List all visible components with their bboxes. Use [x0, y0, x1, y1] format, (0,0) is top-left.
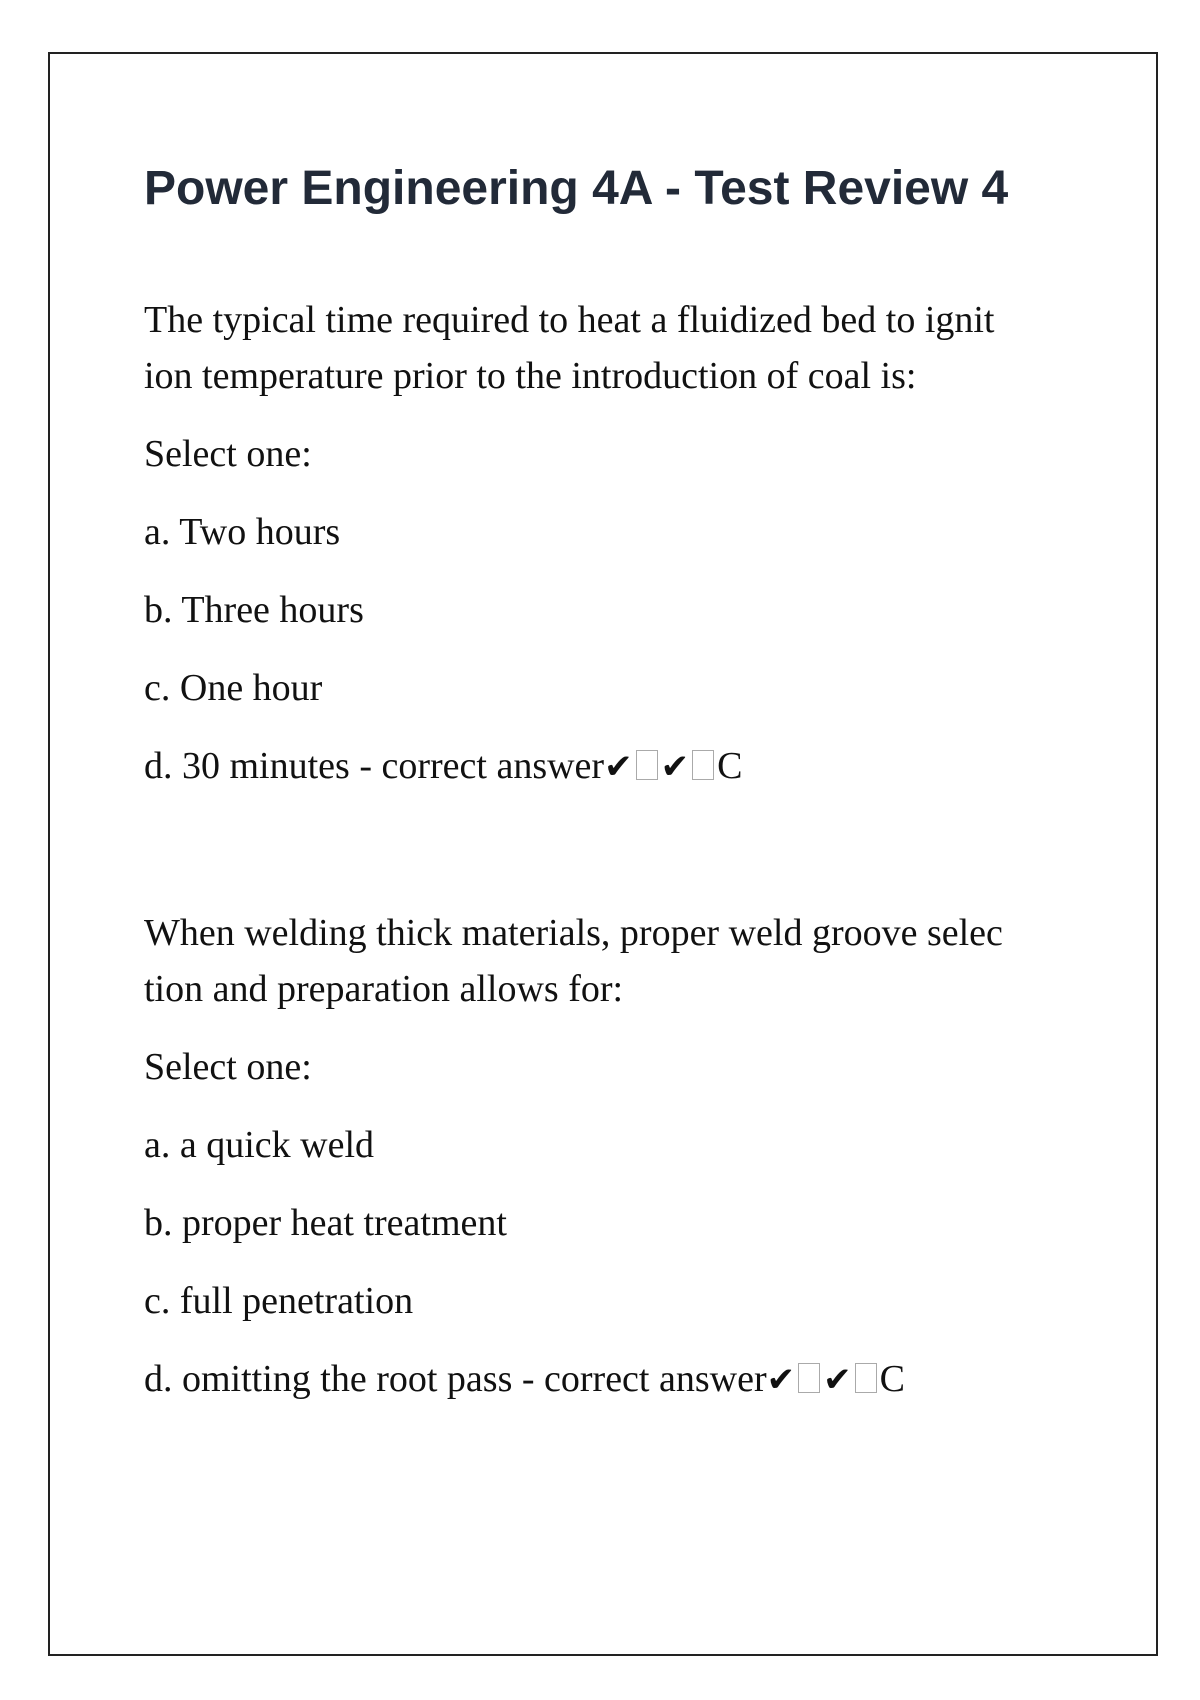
missing-glyph-box-icon	[798, 1363, 820, 1393]
option-label: 30 minutes - correct answer	[182, 744, 605, 787]
question-text-line: The typical time required to heat a fluidized bed to ignit	[144, 298, 995, 341]
missing-glyph-box-icon	[692, 750, 714, 780]
checkmark-icon: ✔	[823, 1359, 852, 1400]
option-label: full penetration	[179, 1279, 414, 1322]
document-content	[144, 160, 1104, 1430]
answer-suffix: C	[879, 1357, 905, 1400]
option-letter: d.	[144, 1357, 173, 1400]
option-letter: b.	[144, 1201, 173, 1244]
spacer	[144, 817, 1104, 905]
question-text-line: tion and preparation allows for:	[144, 967, 624, 1010]
page-title: Power Engineering 4A - Test Review 4	[144, 162, 1009, 215]
answer-suffix: C	[717, 744, 743, 787]
option-c[interactable]	[144, 660, 1104, 716]
option-b[interactable]	[144, 582, 1104, 638]
option-label: omitting the root pass - correct answer	[182, 1357, 767, 1400]
option-d[interactable]	[144, 738, 1104, 795]
option-label: proper heat treatment	[182, 1201, 507, 1244]
option-b[interactable]	[144, 1195, 1104, 1251]
option-letter: d.	[144, 744, 173, 787]
option-letter: c.	[144, 1279, 171, 1322]
question-text-line: When welding thick materials, proper weld groove selec	[144, 911, 1003, 954]
option-letter: a.	[144, 1123, 171, 1166]
option-label: One hour	[179, 666, 323, 709]
question-2	[144, 905, 1104, 1408]
checkmark-icon: ✔	[660, 746, 690, 787]
question-1	[144, 292, 1104, 795]
question-text-line: ion temperature prior to the introduction of coal is:	[144, 354, 917, 397]
question-text	[144, 905, 1104, 1017]
document-page	[48, 52, 1158, 1656]
checkmark-icon: ✔	[766, 1359, 796, 1400]
option-letter: c.	[144, 666, 171, 709]
option-letter: a.	[144, 510, 171, 553]
select-one-label: Select one:	[144, 1045, 312, 1088]
checkmark-icon: ✔	[604, 746, 633, 787]
option-label: Three hours	[181, 588, 364, 631]
option-d[interactable]	[144, 1351, 1104, 1408]
question-text	[144, 292, 1104, 404]
select-one-label: Select one:	[144, 432, 312, 475]
option-label: a quick weld	[179, 1123, 375, 1166]
option-label: Two hours	[179, 510, 341, 553]
missing-glyph-box-icon	[855, 1363, 877, 1393]
option-a[interactable]	[144, 1117, 1104, 1173]
option-c[interactable]	[144, 1273, 1104, 1329]
option-a[interactable]	[144, 504, 1104, 560]
option-letter: b.	[144, 588, 173, 631]
missing-glyph-box-icon	[636, 750, 658, 780]
